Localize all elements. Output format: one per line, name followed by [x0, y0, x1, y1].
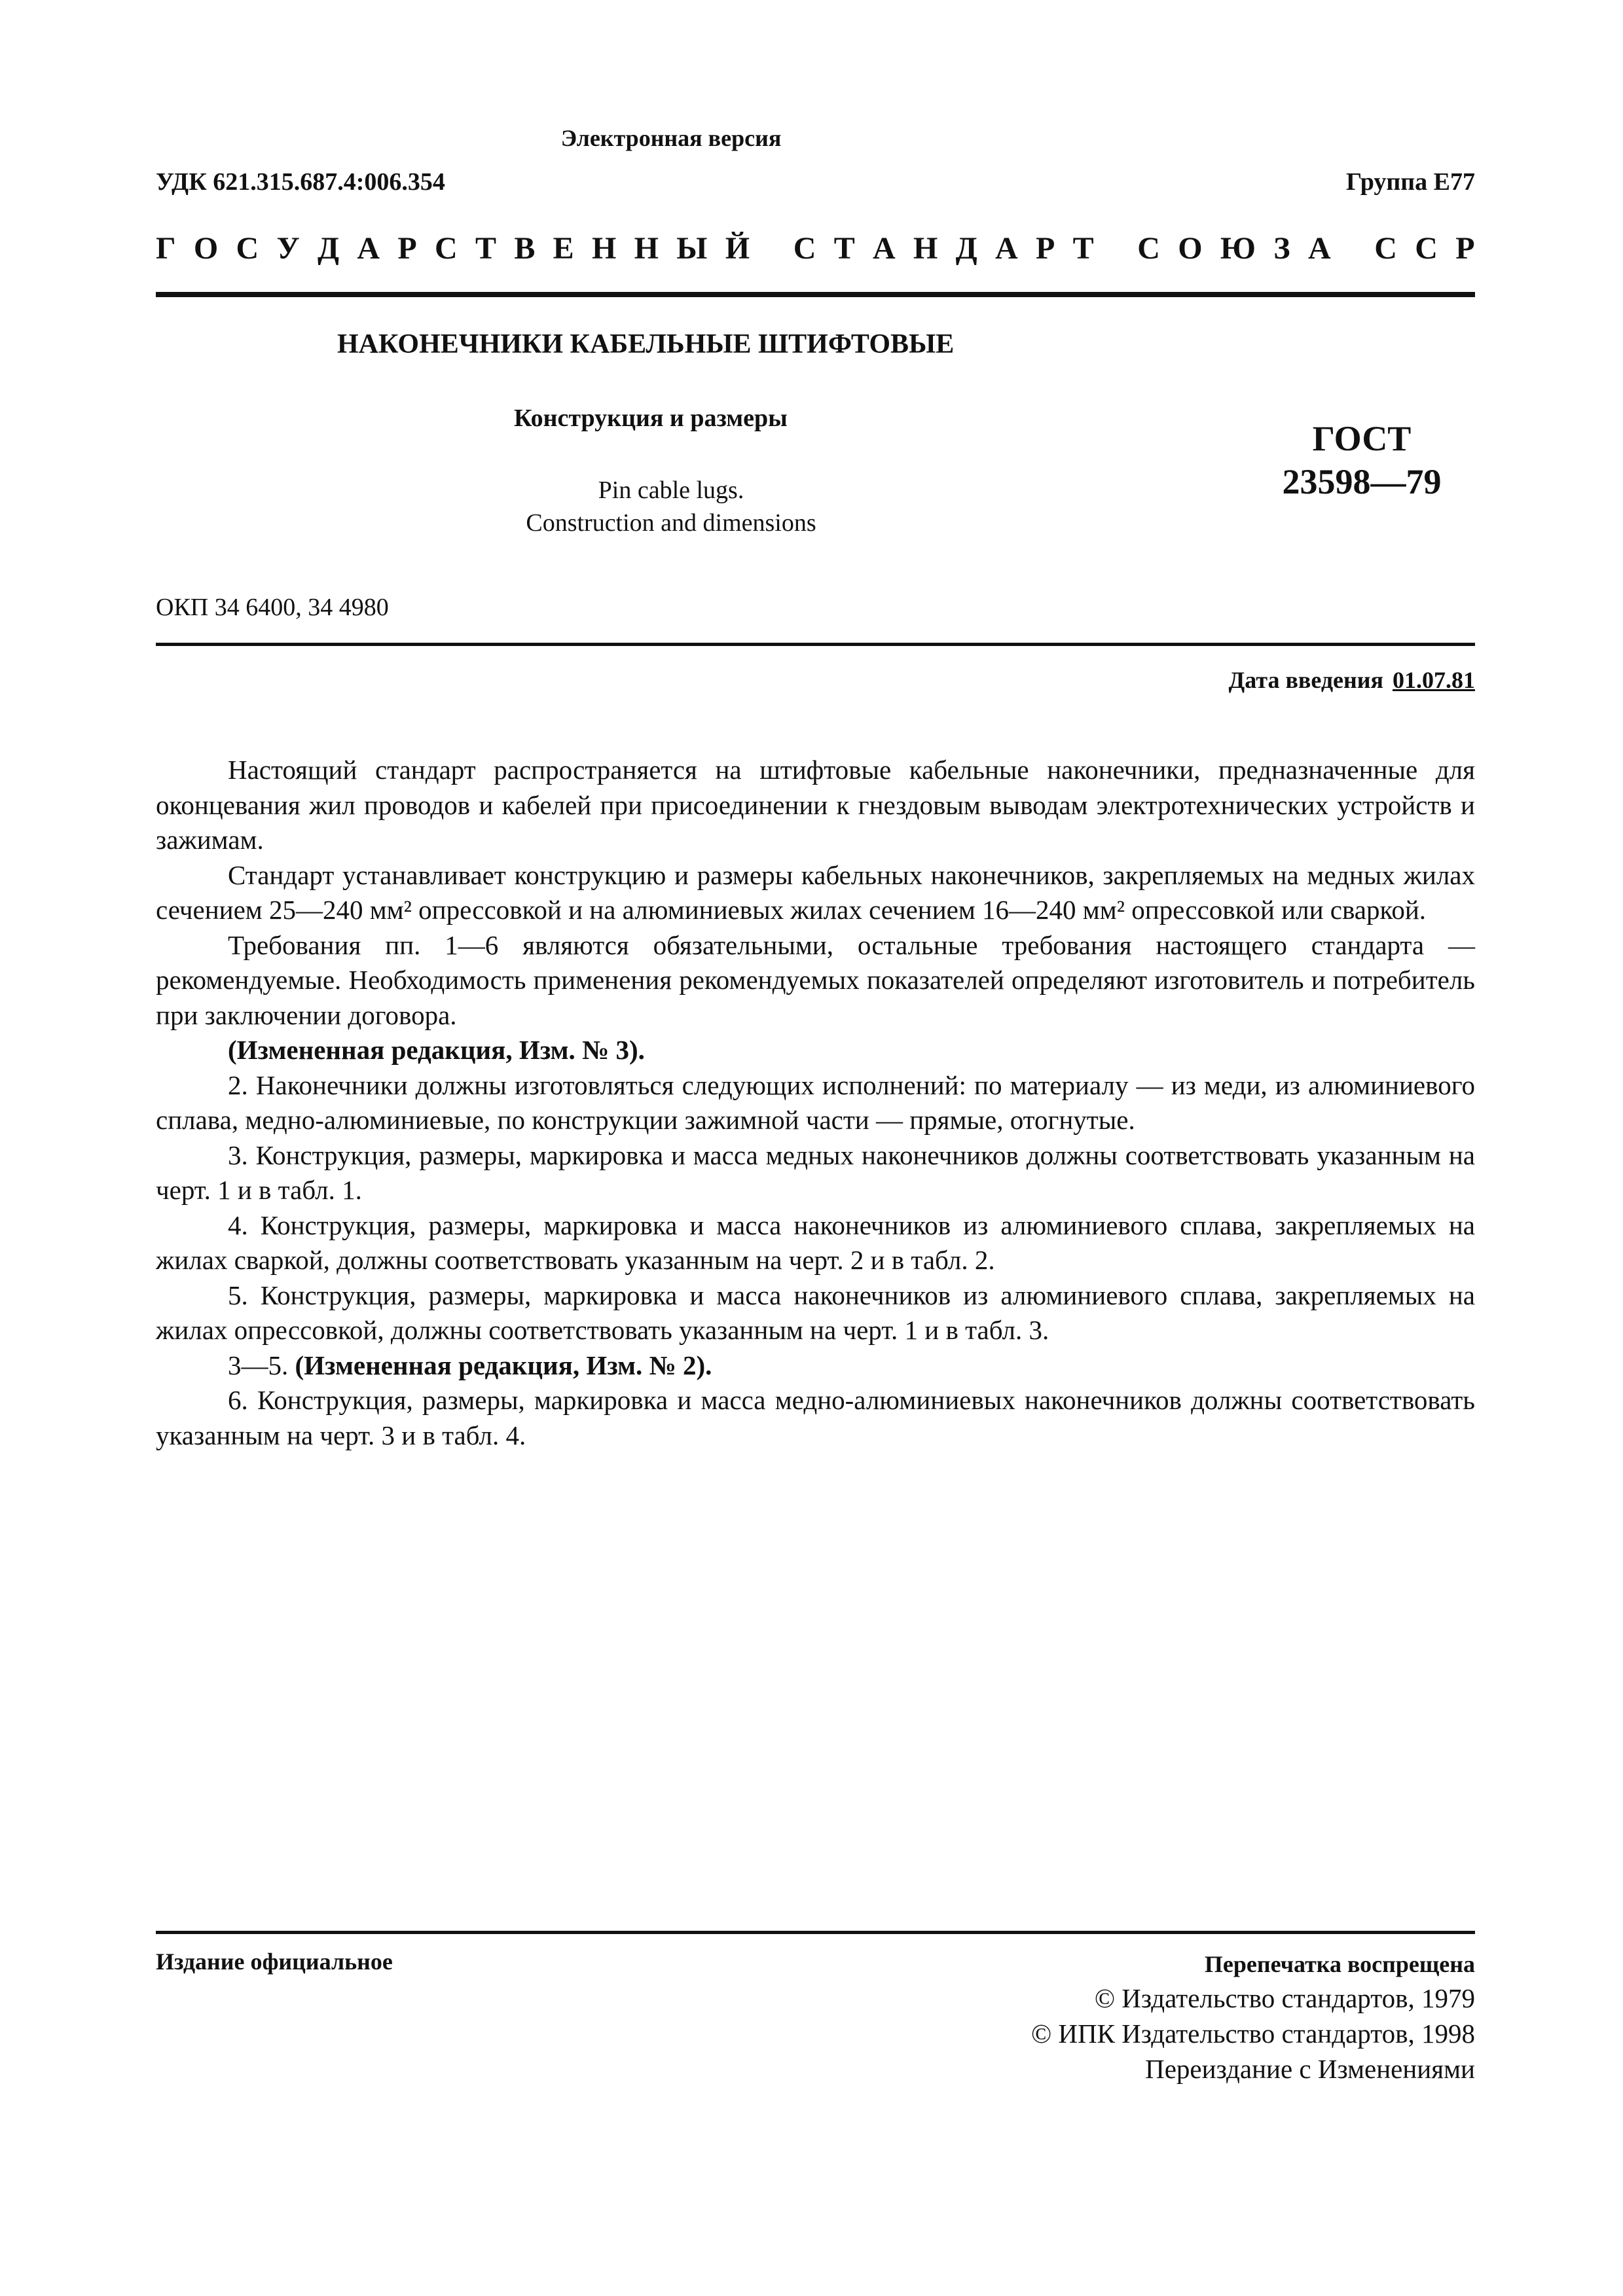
copyright-1979: © Издательство стандартов, 1979 [1094, 1983, 1475, 2013]
state-standard-letter: Р [1036, 231, 1055, 266]
state-standard-letter: О [1178, 231, 1203, 266]
amendment-note-2-prefix: 3—5. [228, 1350, 289, 1380]
state-standard-letter: Т [1072, 231, 1094, 266]
gost-label: ГОСТ [1312, 419, 1412, 458]
state-standard-letter: Т [475, 231, 497, 266]
okp-code: ОКП 34 6400, 34 4980 [156, 594, 389, 621]
footer-publisher-block [1031, 1948, 1475, 2087]
body-text [156, 753, 1475, 1453]
copyright-1998: © ИПК Издательство стандартов, 1998 [1030, 2018, 1475, 2049]
top-divider [156, 292, 1475, 297]
state-standard-letter: С [435, 231, 458, 266]
introduction-date-value: 01.07.81 [1393, 667, 1475, 693]
state-standard-letter: Е [553, 231, 574, 266]
official-edition-label: Издание официальное [156, 1948, 393, 1975]
state-standard-letter [1112, 230, 1120, 266]
amendment-note-3: (Измененная редакция, Изм. № 3). [228, 1035, 645, 1065]
subtitle-english-line-2: Construction and dimensions [526, 509, 816, 537]
bottom-divider [156, 1931, 1475, 1934]
subtitle-russian: Конструкция и размеры [514, 404, 788, 432]
paragraph-item-2: 2. Наконечники должны изготовляться следующих исполнений: по материалу — из меди, из алюминиевого сплава, медно-алюминиевые, по конструкции зажимной части — прямые, отогнутые. [156, 1069, 1475, 1135]
electronic-version-label: Электронная версия [560, 125, 782, 151]
state-standard-letter [1349, 230, 1357, 266]
state-standard-letter: Д [955, 231, 977, 266]
state-standard-letter: З [1273, 231, 1290, 266]
paragraph-scope: Настоящий стандарт распространяется на штифтовые кабельные наконечники, предназначенные для оконцевания жил проводов и кабелей при присоединении к гнездовым выводам электротехнических устройств и зажимам. [156, 755, 1475, 855]
state-standard-letter: Ы [676, 231, 708, 266]
amendment-note-2 [156, 1348, 1475, 1384]
paragraph-item-3: 3. Конструкция, размеры, маркировка и масса медных наконечников должны соответствовать указанным на черт. 1 и в табл. 1. [156, 1139, 1475, 1205]
state-standard-letter: С [236, 231, 259, 266]
subtitle-english [458, 474, 884, 539]
subtitle-english-line-1: Pin cable lugs. [598, 476, 744, 504]
paragraph-item-5: 5. Конструкция, размеры, маркировка и масса наконечников из алюминиевого сплава, закрепляемых на жилах опрессовкой, должны соответствовать указанным на черт. 1 и в табл. 3. [156, 1280, 1475, 1345]
amendment-note-2-text: (Измененная редакция, Изм. № 2). [295, 1350, 712, 1380]
middle-divider [156, 643, 1475, 646]
state-standard-letter: Н [913, 231, 938, 266]
state-standard-letter: Г [156, 231, 176, 266]
state-standard-letter: А [1307, 231, 1331, 266]
state-standard-letter: А [873, 231, 896, 266]
introduction-date-label: Дата введения [1228, 667, 1383, 693]
gost-number: 23598—79 [1282, 462, 1442, 501]
group-code: Группа Е77 [1345, 168, 1475, 196]
state-standard-letter: А [357, 231, 380, 266]
paragraph-item-6: 6. Конструкция, размеры, маркировка и масса медно-алюминиевых наконечников должны соответствовать указанным на черт. 3 и в табл. 4. [156, 1385, 1475, 1450]
state-standard-letter: У [276, 231, 300, 266]
reprint-prohibited: Перепечатка воспрещена [1204, 1951, 1475, 1977]
state-standard-letter: А [995, 231, 1018, 266]
paragraph-requirements: Требования пп. 1—6 являются обязательными, остальные требования настоящего стандарта — рекомендуемые. Необходимость применения рекомендуемых показателей определяют изготовитель и потребитель при заключении договора. [156, 929, 1475, 1030]
reissue-note: Переиздание с Изменениями [1145, 2054, 1475, 2084]
state-standard-heading [156, 230, 1475, 266]
state-standard-letter: Н [591, 231, 617, 266]
state-standard-letter: Й [725, 231, 750, 266]
state-standard-letter: Р [1455, 231, 1475, 266]
state-standard-letter: С [1137, 231, 1160, 266]
state-standard-letter: С [1415, 231, 1438, 266]
udk-code: УДК 621.315.687.4:006.354 [156, 168, 445, 196]
introduction-date [1229, 666, 1476, 694]
state-standard-letter: Р [397, 231, 417, 266]
state-standard-letter: С [1374, 231, 1397, 266]
state-standard-letter: В [514, 231, 536, 266]
state-standard-letter: Т [833, 231, 855, 266]
gost-designation [1231, 417, 1493, 503]
state-standard-letter [767, 230, 775, 266]
state-standard-letter: Н [634, 231, 659, 266]
state-standard-letter: О [193, 231, 219, 266]
paragraph-item-4: 4. Конструкция, размеры, маркировка и масса наконечников из алюминиевого сплава, закрепляемых на жилах сваркой, должны соответствовать указанным на черт. 2 и в табл. 2. [156, 1210, 1475, 1275]
paragraph-coverage: Стандарт устанавливает конструкцию и размеры кабельных наконечников, закрепляемых на медных жилах сечением 25—240 мм² опрессовкой и на алюминиевых жилах сечением 16—240 мм² опрессовкой или сваркой. [156, 859, 1475, 925]
state-standard-letter: Ю [1220, 231, 1256, 266]
state-standard-letter: Д [318, 231, 340, 266]
state-standard-letter: С [793, 231, 816, 266]
document-title: НАКОНЕЧНИКИ КАБЕЛЬНЫЕ ШТИФТОВЫЕ [337, 329, 955, 359]
